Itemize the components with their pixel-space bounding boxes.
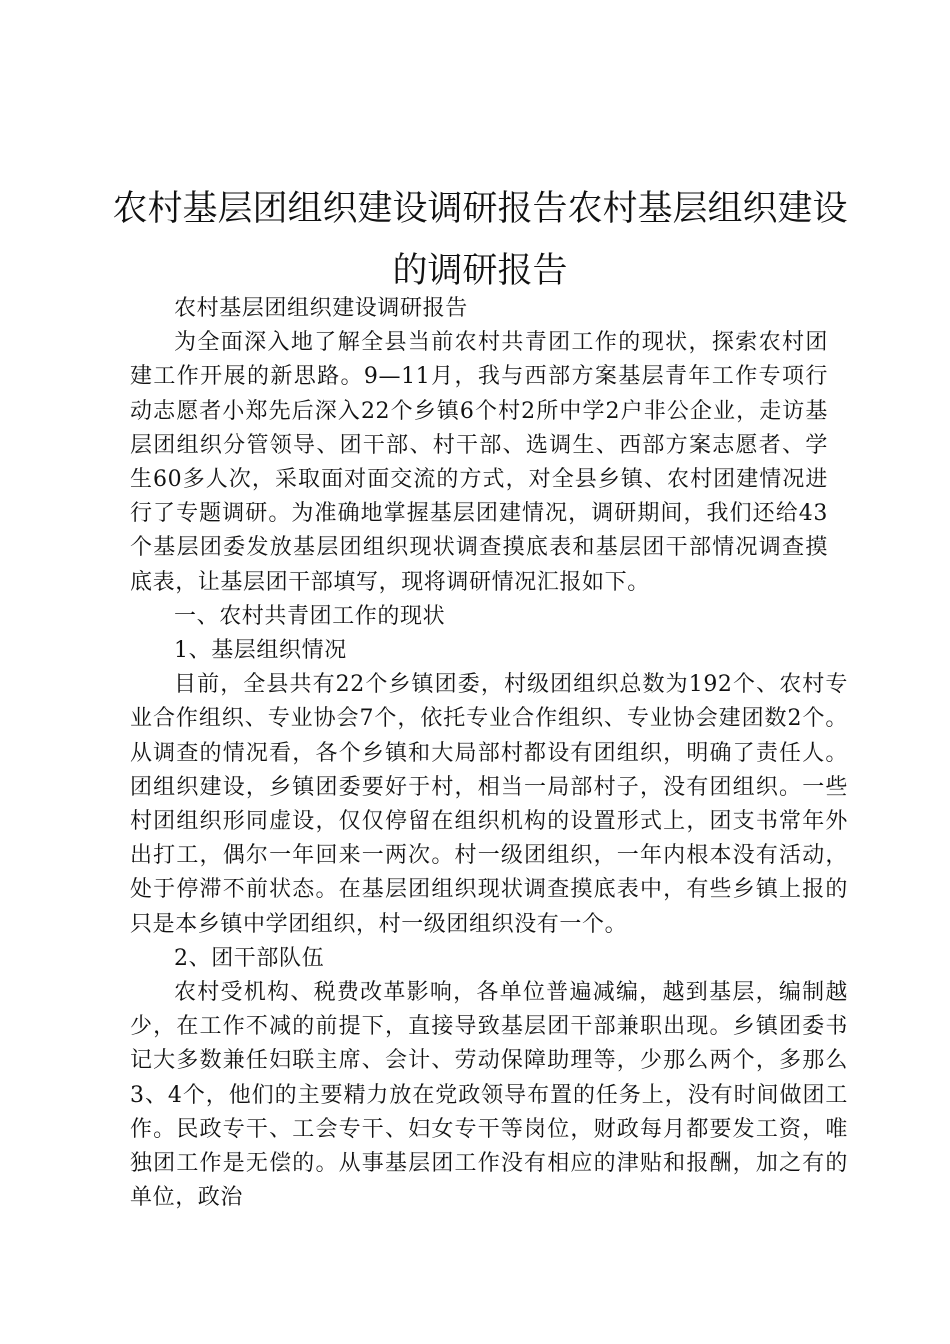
body-paragraph: 农村受机构、税费改革影响，各单位普遍减编，越到基层，编制越少，在工作不减的前提下，直接导致基层团干部兼职出现。乡镇团委书记大多数兼任妇联主席、会计、劳动保障助理等，少那么两个，多那么3、4个，他们的主要精力放在党政领导布置的任务上，没有时间做团工作。民政专干、工会专干、妇女专干等岗位，财政每月都要发工资，唯独团工作是无偿的。从事基层团工作没有相应的津贴和报酬，加之有的单位，政治 bbox=[130, 980, 848, 1211]
subsection-heading: 1、基层组织情况 bbox=[174, 638, 347, 664]
body-paragraph: 目前，全县共有22个乡镇团委，村级团组织总数为192个、农村专业合作组织、专业协会7个，依托专业合作组织、专业协会建团数2个。从调查的情况看，各个乡镇和大局部村都设有团组织，明确了责任人。团组织建设，乡镇团委要好于村，相当一局部村子，没有团组织。一些村团组织形同虚设，仅仅停留在组织机构的设置形式上，团支书常年外出打工，偶尔一年回来一两次。村一级团组织，一年内根本没有活动，处于停滞不前状态。在基层团组织现状调查摸底表中，有些乡镇上报的只是本乡镇中学团组织，村一级团组织没有一个。 bbox=[130, 672, 848, 937]
document-body bbox=[130, 292, 848, 1215]
document-title: 农村基层团组织建设调研报告农村基层组织建设的调研报告 bbox=[112, 189, 848, 291]
intro-paragraph: 为全面深入地了解全县当前农村共青团工作的现状，探索农村团建工作开展的新思路。9—11月，我与西部方案基层青年工作专项行动志愿者小郑先后深入22个乡镇6个村2所中学2户非公企业，走访基层团组织分管领导、团干部、村干部、选调生、西部方案志愿者、学生60多人次，采取面对面交流的方式，对全县乡镇、农村团建情况进行了专题调研。为准确地掌握基层团建情况，调研期间，我们还给43个基层团委发放基层团组织现状调查摸底表和基层团干部情况调查摸底表，让基层团干部填写，现将调研情况汇报如下。 bbox=[130, 330, 828, 595]
section-heading: 一、农村共青团工作的现状 bbox=[174, 603, 446, 629]
subsection-heading: 2、团干部队伍 bbox=[174, 945, 325, 971]
report-subtitle: 农村基层团组织建设调研报告 bbox=[174, 296, 468, 321]
